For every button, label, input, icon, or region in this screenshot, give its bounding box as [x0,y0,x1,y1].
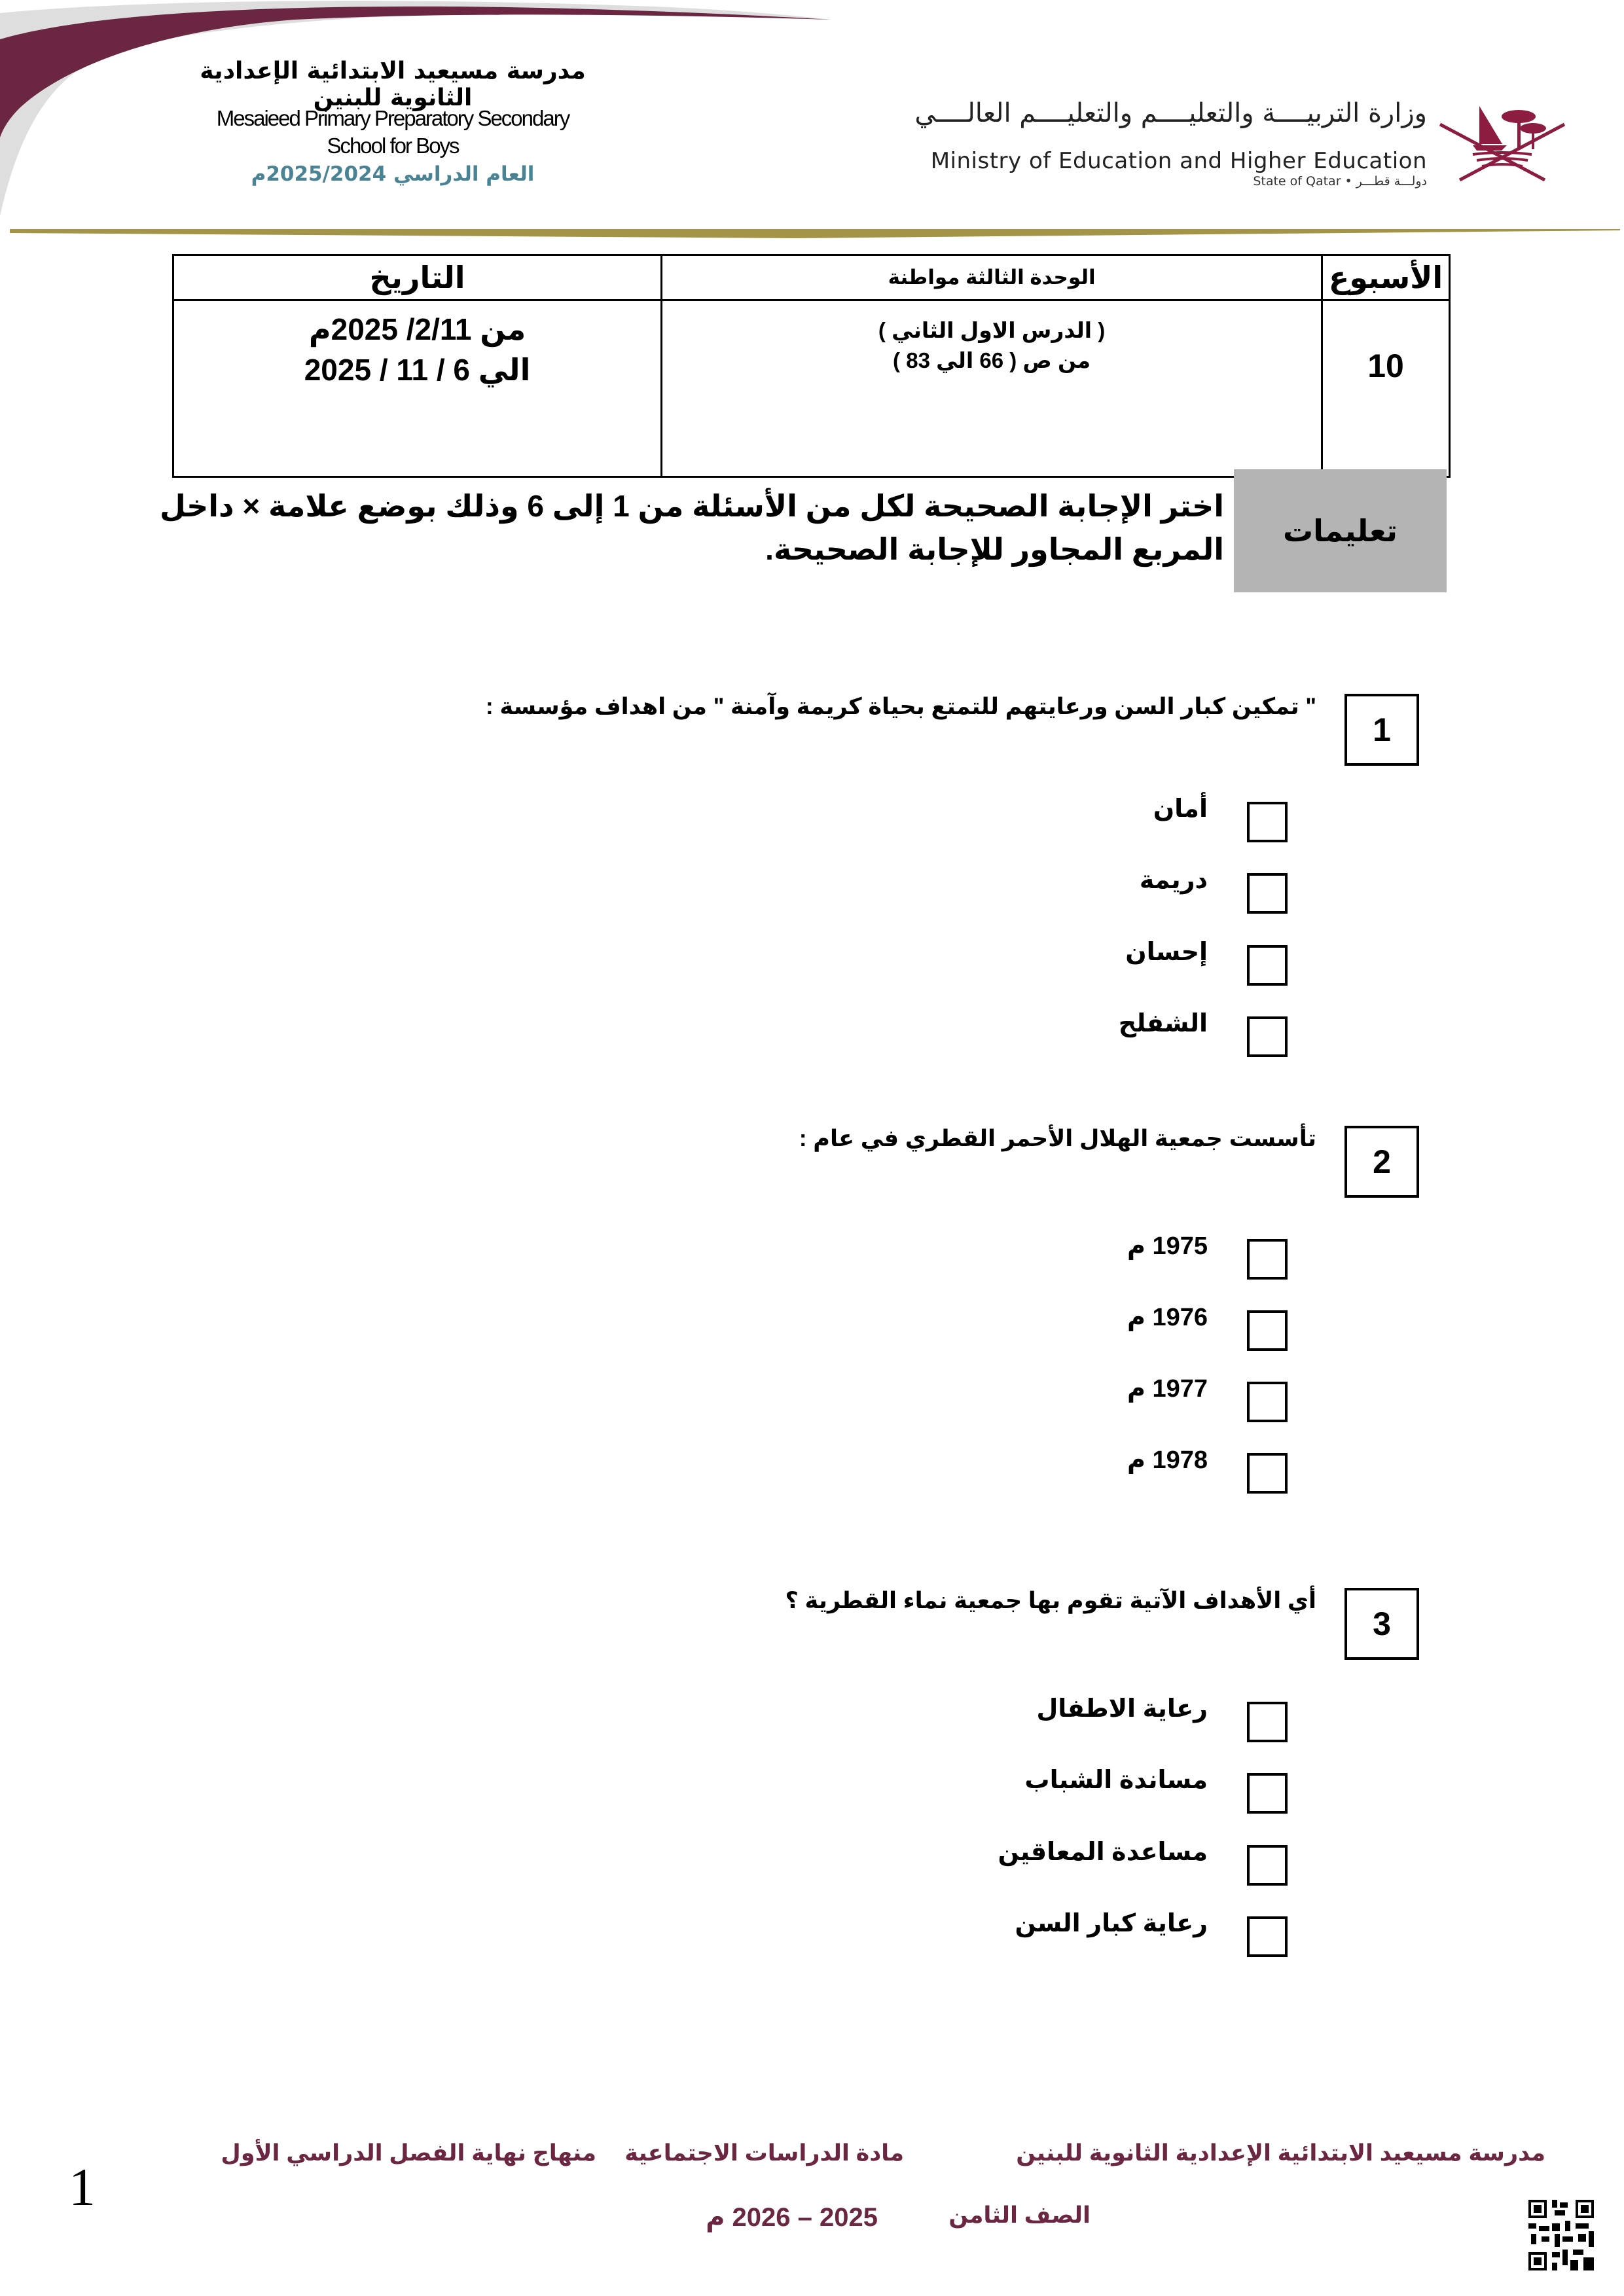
date-to: الي 6 / 11 / 2025 [304,353,531,387]
academic-year: العام الدراسي 2025/2024م [251,162,535,186]
question-1-option-4[interactable] [982,1010,1283,1058]
state-of-qatar: State of Qatar • دولـــة قطـــر [1253,174,1427,188]
option-label: دريمة [1139,867,1208,894]
answer-checkbox[interactable] [1247,1382,1288,1422]
option-label: رعاية كبار السن [1015,1910,1208,1937]
question-1-option-2[interactable] [982,867,1283,915]
question-1-number: 1 [1344,694,1419,766]
gold-divider-rule [10,229,1620,241]
option-label: أمان [1153,795,1208,823]
school-name-arabic: مدرسة مسيعيد الابتدائية الإعدادية الثانوية للبنين [200,58,586,111]
qr-code-icon [1528,2199,1594,2271]
date-from: من 2/11/ 2025م [308,312,526,346]
question-1-option-3[interactable] [982,939,1283,987]
school-name-english-line1: Mesaieed Primary Preparatory Secondary [216,106,569,130]
question-3-text: أي الأهداف الآتية تقوم بها جمعية نماء القطرية ؟ [785,1588,1316,1613]
answer-checkbox[interactable] [1247,1916,1288,1957]
question-3-option-3[interactable] [982,1839,1283,1887]
footer-curriculum: منهاج نهاية الفصل الدراسي الأول [221,2140,596,2166]
question-2-option-2[interactable] [982,1304,1283,1352]
question-3-option-1[interactable] [982,1695,1283,1744]
answer-checkbox[interactable] [1247,873,1288,914]
answer-checkbox[interactable] [1247,1239,1288,1280]
question-3-number: 3 [1344,1588,1419,1660]
question-2-option-3[interactable] [982,1375,1283,1424]
question-2-text: تأسست جمعية الهلال الأحمر القطري في عام : [799,1126,1316,1151]
school-name-english [190,105,596,160]
ministry-name-english: Ministry of Education and Higher Education [930,148,1427,174]
answer-checkbox[interactable] [1247,1310,1288,1351]
option-label: إحسان [1125,939,1208,966]
week-number: 10 [1322,300,1450,477]
question-2-number: 2 [1344,1126,1419,1198]
school-name-english-line2: School for Boys [327,134,459,158]
footer-school-name: مدرسة مسيعيد الابتدائية الإعدادية الثانوية للبنين [1016,2140,1545,2166]
option-label: رعاية الاطفال [1036,1695,1208,1723]
lesson-range-cell [662,300,1322,477]
question-2-option-1[interactable] [982,1232,1283,1281]
question-3-option-4[interactable] [982,1910,1283,1958]
question-1-option-1[interactable] [982,795,1283,844]
lesson-name: ( الدرس الاول الثاني ) [878,318,1106,342]
lesson-info-table [172,254,1451,478]
option-label: 1976 م [1127,1304,1208,1331]
answer-checkbox[interactable] [1247,1845,1288,1886]
answer-checkbox[interactable] [1247,1773,1288,1814]
date-header: التاريخ [173,255,662,300]
page-range: من ص ( 66 الي 83 ) [893,348,1091,372]
footer-year: 2025 – 2026 م [706,2203,878,2232]
ministry-name-arabic: وزارة التربيــــة والتعليــــم والتعليــــم العالــــي [914,98,1427,128]
option-label: الشفلح [1118,1010,1208,1037]
page-number: 1 [69,2157,96,2217]
answer-checkbox[interactable] [1247,945,1288,986]
instructions-label: تعليمات [1234,469,1447,592]
footer-subject: مادة الدراسات الاجتماعية [624,2140,904,2166]
option-label: مساعدة المعاقين [998,1839,1208,1866]
answer-checkbox[interactable] [1247,802,1288,842]
option-label: 1975 م [1127,1232,1208,1260]
answer-checkbox[interactable] [1247,1453,1288,1494]
question-1-text: " تمكين كبار السن ورعايتهم للتمتع بحياة كريمة وآمنة " من اهداف مؤسسة : [485,694,1316,719]
question-2-option-4[interactable] [982,1446,1283,1495]
question-3-option-2[interactable] [982,1767,1283,1815]
footer-grade: الصف الثامن [948,2202,1091,2228]
week-header: الأسبوع [1322,255,1450,300]
answer-checkbox[interactable] [1247,1016,1288,1057]
answer-checkbox[interactable] [1247,1702,1288,1742]
date-range-cell [173,300,662,477]
option-label: 1978 م [1127,1446,1208,1474]
unit-header: الوحدة الثالثة مواطنة [662,255,1322,300]
lesson-info-header-row [173,255,1450,300]
option-label: 1977 م [1127,1375,1208,1403]
qatar-emblem-icon [1434,98,1571,190]
lesson-info-body-row [173,300,1450,477]
instructions-text: اختر الإجابة الصحيحة لكل من الأسئلة من 1 إلى 6 وذلك بوضع علامة × داخل المربع المجاور للإجابة الصحيحة. [160,489,1224,566]
option-label: مساندة الشباب [1024,1767,1208,1794]
